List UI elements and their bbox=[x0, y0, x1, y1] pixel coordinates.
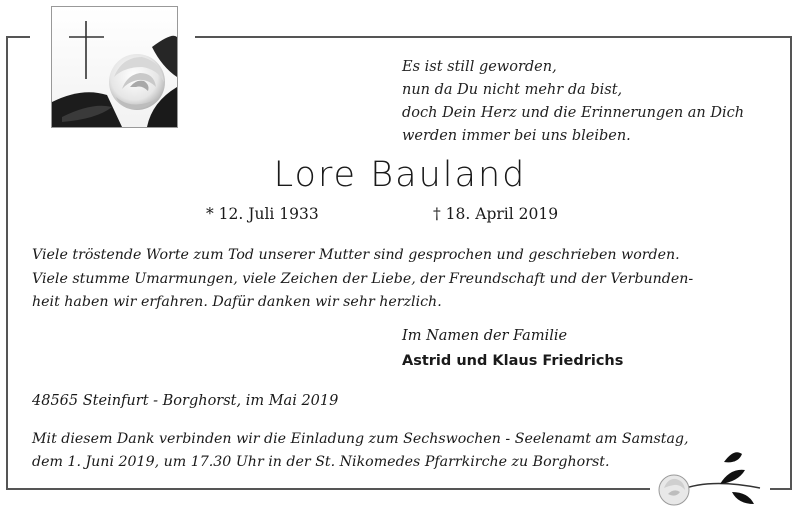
invitation-line: Mit diesem Dank verbinden wir die Einladung zum Sechswochen - Seelenamt am Samstag, bbox=[32, 431, 689, 447]
cross-and-rose-photo bbox=[51, 6, 178, 128]
birth-date: * 12. Juli 1933 bbox=[206, 205, 319, 223]
thanks-line: Viele tröstende Worte zum Tod unserer Mutter sind gesprochen und geschrieben worden. bbox=[32, 247, 680, 263]
poem bbox=[402, 56, 792, 148]
thanks-line: heit haben wir erfahren. Dafür danken wir sehr herzlich. bbox=[32, 294, 442, 310]
family-intro: Im Namen der Familie bbox=[402, 328, 568, 344]
deceased-name: Lore Bauland bbox=[273, 155, 527, 195]
place-date: 48565 Steinfurt - Borghorst, im Mai 2019 bbox=[32, 393, 339, 409]
poem-line: nun da Du nicht mehr da bist, bbox=[402, 82, 623, 98]
poem-line: werden immer bei uns bleiben. bbox=[402, 128, 631, 144]
invitation-line: dem 1. Juni 2019, um 17.30 Uhr in der St. Nikomedes Pfarrkirche zu Borghorst. bbox=[32, 454, 610, 470]
rose-icon bbox=[650, 448, 770, 510]
family-names: Astrid und Klaus Friedrichs bbox=[402, 353, 624, 369]
death-date: † 18. April 2019 bbox=[433, 205, 559, 223]
cross-and-rose-icon bbox=[52, 7, 177, 127]
poem-line: Es ist still geworden, bbox=[402, 59, 557, 75]
thanks-line: Viele stumme Umarmungen, viele Zeichen der Liebe, der Freundschaft und der Verbunden- bbox=[32, 270, 694, 287]
poem-line: doch Dein Herz und die Erinnerungen an Dich bbox=[402, 105, 745, 121]
thanks-text bbox=[32, 244, 777, 315]
photo-container bbox=[30, 0, 195, 136]
